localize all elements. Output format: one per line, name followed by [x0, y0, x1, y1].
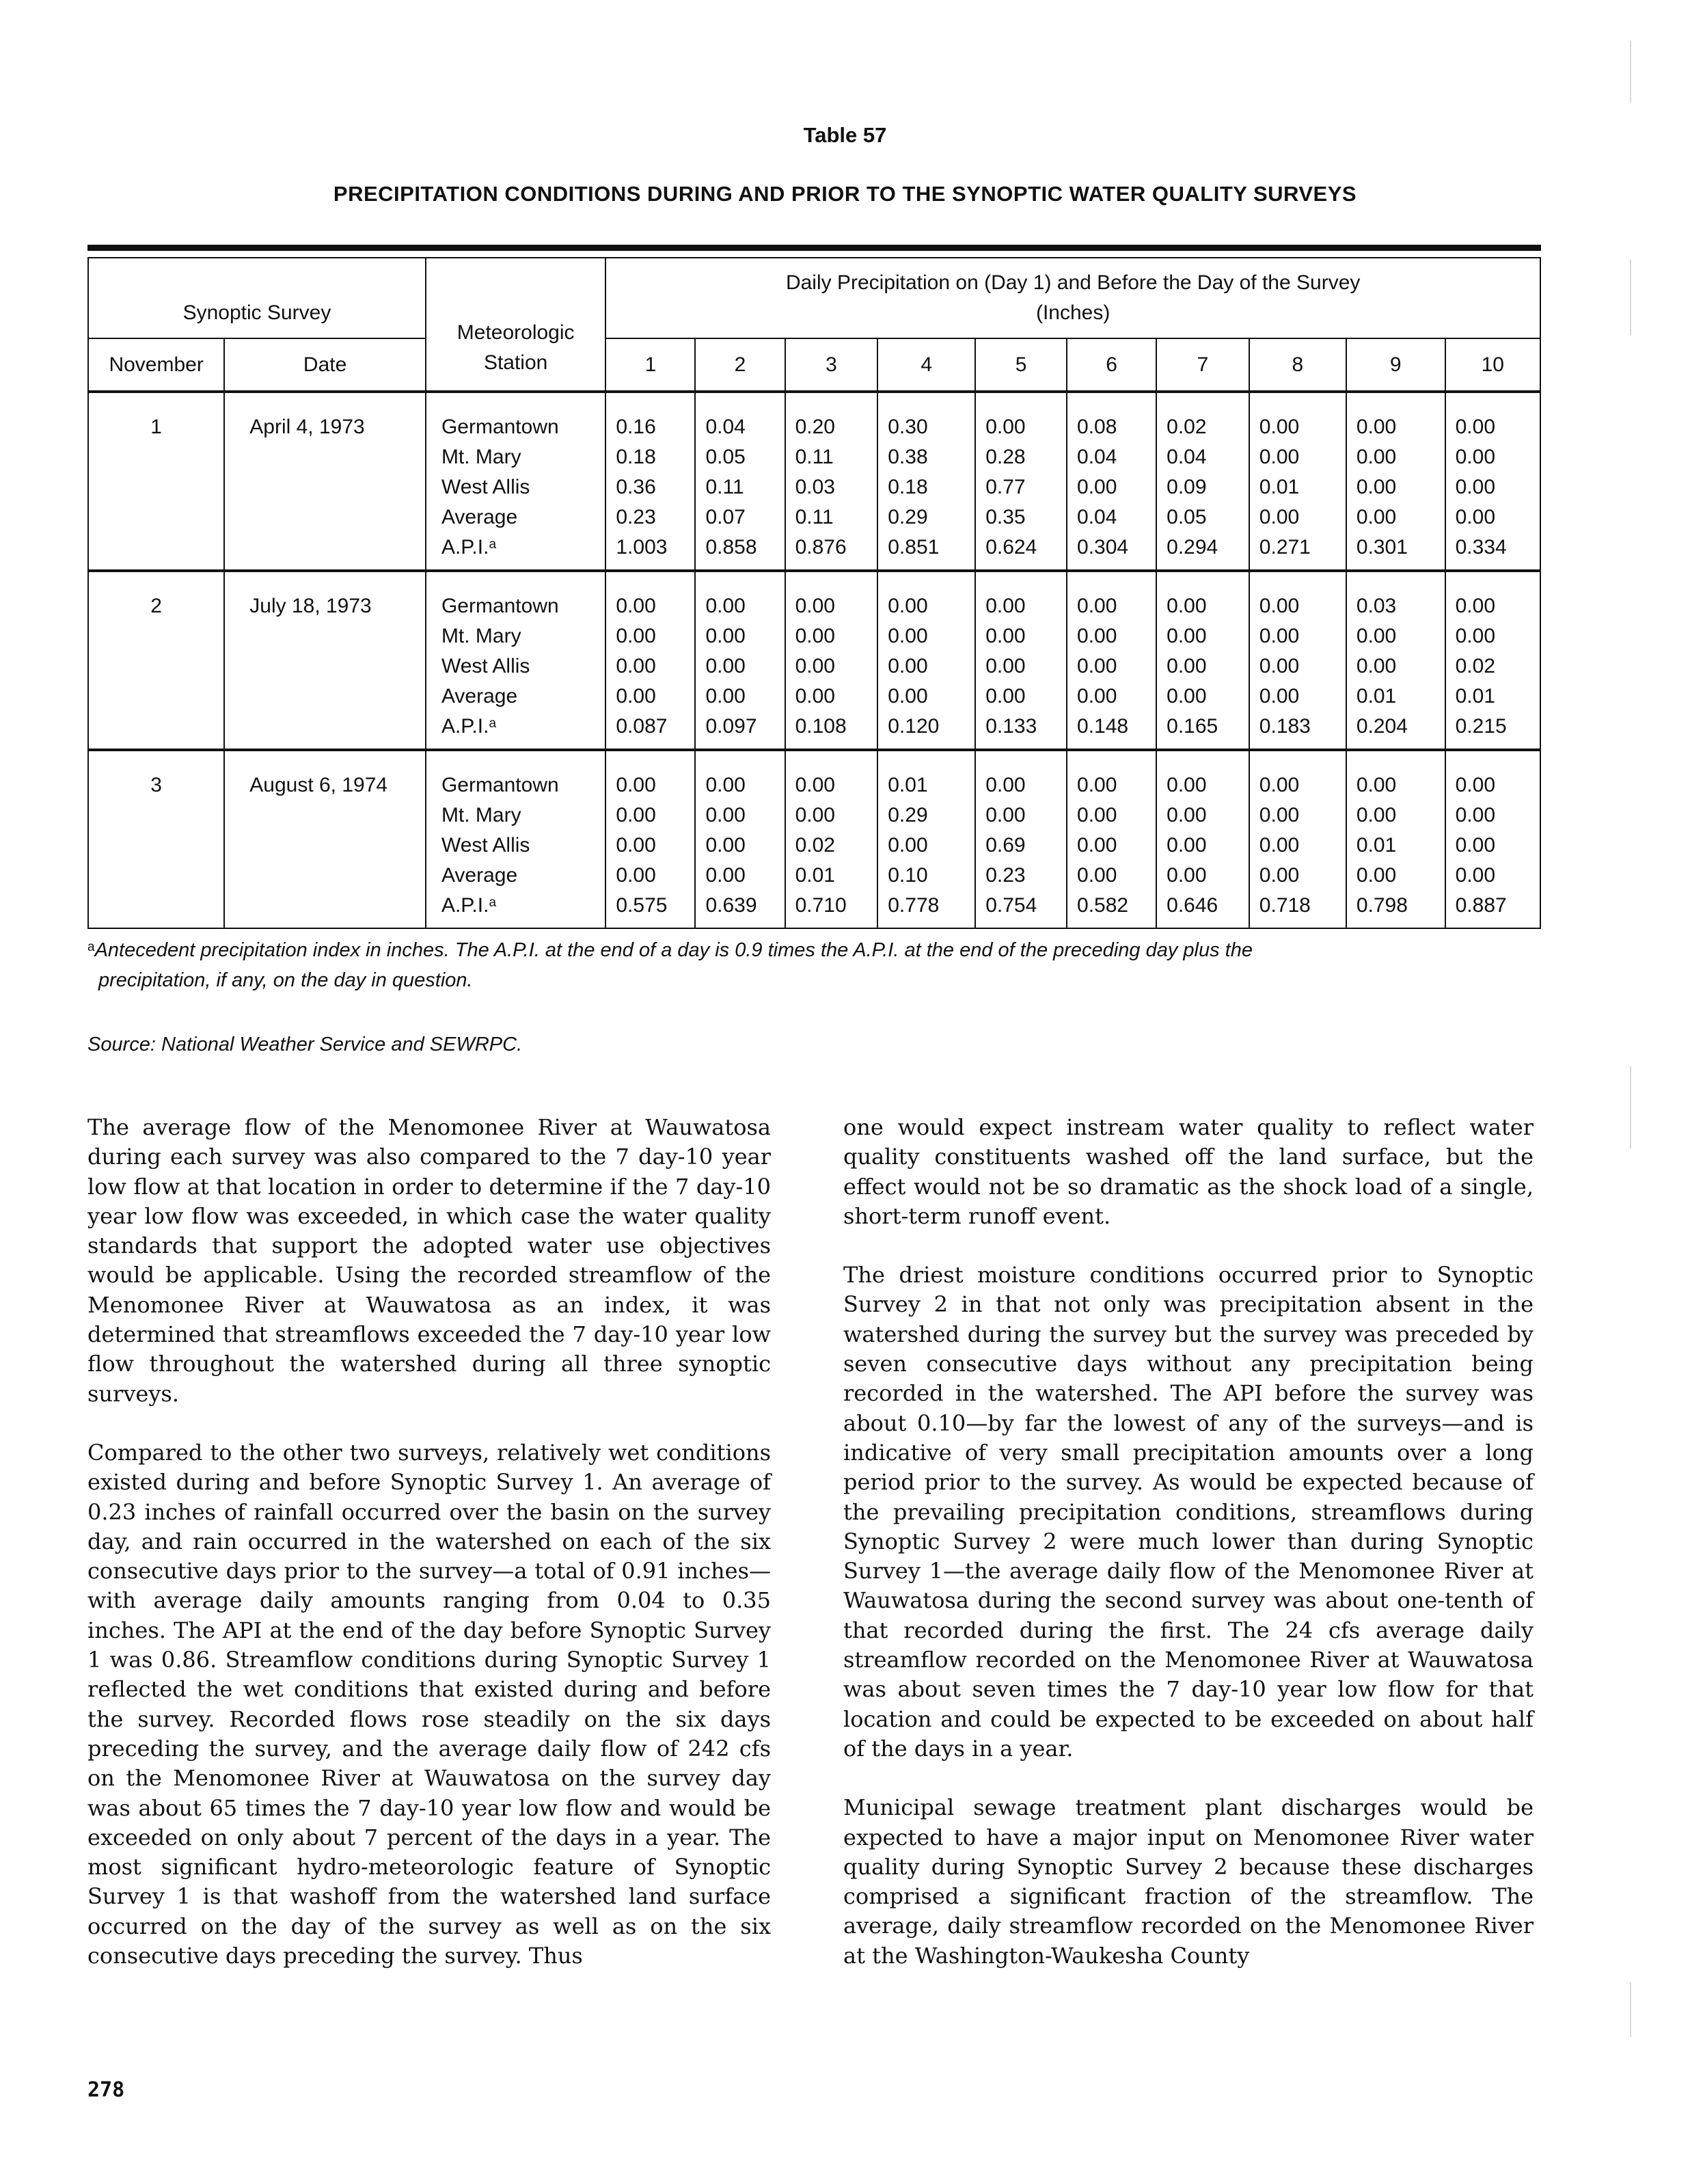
precip-value: 0.00	[616, 804, 656, 826]
survey-group	[88, 571, 1540, 750]
precip-value: 0.00	[1167, 864, 1207, 887]
precip-value: 0.00	[1077, 834, 1117, 857]
precip-value: 0.00	[1455, 476, 1496, 498]
precip-value: 0.120	[888, 715, 940, 738]
precip-value: 0.23	[616, 506, 656, 528]
precip-value: 0.639	[705, 894, 757, 917]
precip-value: 0.00	[1259, 506, 1300, 528]
precip-value: 0.00	[1259, 655, 1300, 677]
precip-value-cell	[975, 750, 1067, 928]
footnote-line-2: precipitation, if any, on the day in question.	[98, 969, 473, 991]
header-meteorologic-station: Meteorologic Station	[426, 258, 605, 392]
precip-value: 0.18	[888, 476, 928, 498]
precip-value: 0.00	[1455, 834, 1496, 857]
precip-value: 0.00	[1356, 416, 1397, 438]
station-cell	[426, 571, 605, 750]
precip-value: 0.01	[795, 864, 835, 887]
precip-value-cell	[877, 571, 975, 750]
precip-value: 0.04	[1077, 446, 1117, 468]
header-day-4: 4	[877, 338, 975, 392]
precip-value: 0.00	[795, 625, 835, 647]
header-daily-precipitation: Daily Precipitation on (Day 1) and Before the Day of the Survey (Inches)	[605, 258, 1540, 338]
precip-value: 0.09	[1167, 476, 1207, 498]
precip-value: 0.00	[985, 774, 1026, 796]
precip-value: 0.03	[1356, 595, 1397, 617]
precip-value: 0.754	[985, 894, 1037, 917]
precip-value-cell	[1067, 571, 1156, 750]
precip-value: 0.00	[1259, 685, 1300, 707]
precip-value: 0.798	[1356, 894, 1408, 917]
header-day-9: 9	[1346, 338, 1445, 392]
precip-value-cell	[975, 571, 1067, 750]
precip-value: 0.28	[985, 446, 1026, 468]
precip-value: 0.11	[795, 506, 834, 528]
precip-value: 0.00	[616, 595, 656, 617]
precip-value-cell	[605, 392, 695, 571]
precip-value: 0.165	[1167, 715, 1218, 738]
precip-value: 0.00	[1167, 685, 1207, 707]
table-row	[88, 571, 1540, 750]
precip-value: 0.00	[888, 834, 928, 857]
table-row	[88, 750, 1540, 928]
precip-value: 0.887	[1455, 894, 1507, 917]
precip-value: 0.00	[1455, 506, 1496, 528]
survey-date-cell: April 4, 1973	[224, 392, 426, 571]
precip-value: 0.00	[705, 864, 746, 887]
precip-value: 0.30	[888, 416, 928, 438]
footnote-line-1: Antecedent precipitation index in inches. The A.P.I. at the end of a day is 0.9 times the A.P.I. at the end of the preceding day plus the	[94, 939, 1253, 961]
precip-value: 0.00	[705, 625, 746, 647]
precip-value: 0.00	[1167, 595, 1207, 617]
table-top-rule	[87, 245, 1541, 251]
precip-value: 0.00	[888, 655, 928, 677]
precip-value: 0.00	[1356, 804, 1397, 826]
precip-value-cell	[785, 750, 878, 928]
precip-value: 0.00	[795, 595, 835, 617]
station-name: West Allis	[441, 834, 530, 857]
station-name: Average	[441, 685, 518, 707]
precip-value: 0.00	[616, 655, 656, 677]
precip-value: 0.35	[985, 506, 1026, 528]
footnote-reference: a	[489, 895, 497, 910]
precip-value-cell	[1067, 750, 1156, 928]
precip-value: 0.03	[795, 476, 835, 498]
precip-value: 0.00	[888, 625, 928, 647]
precip-value-cell	[695, 392, 785, 571]
footnote-mark: a	[87, 940, 95, 954]
table-label: Table 57	[803, 123, 887, 147]
precip-value: 0.00	[705, 655, 746, 677]
precip-value: 0.00	[1259, 625, 1300, 647]
precip-value: 0.00	[705, 595, 746, 617]
precip-value: 0.77	[985, 476, 1026, 498]
station-name: Mt. Mary	[441, 446, 521, 468]
precip-value: 0.00	[1259, 774, 1300, 796]
precip-value: 0.00	[1167, 774, 1207, 796]
precip-value: 0.00	[705, 685, 746, 707]
precip-value-cell	[695, 571, 785, 750]
precip-value: 0.04	[705, 416, 746, 438]
precip-value: 0.00	[985, 625, 1026, 647]
precip-value: 0.294	[1167, 536, 1218, 558]
station-name: A.P.I.$^a$	[441, 536, 497, 558]
precip-value: 0.20	[795, 416, 835, 438]
precip-value: 0.087	[616, 715, 668, 738]
precip-value: 0.00	[985, 685, 1026, 707]
header-day-6: 6	[1067, 338, 1156, 392]
precip-value-cell	[785, 392, 878, 571]
precip-value: 0.00	[1077, 476, 1117, 498]
precip-value: 0.01	[1455, 685, 1496, 707]
precip-value: 0.00	[1077, 774, 1117, 796]
survey-date-cell: July 18, 1973	[224, 571, 426, 750]
precip-value-cell	[785, 571, 878, 750]
station-name: Germantown	[441, 416, 559, 438]
survey-number-cell: 3	[88, 750, 224, 928]
precip-value: 0.00	[1077, 595, 1117, 617]
body-column-left	[87, 1113, 771, 2000]
paragraph: The driest moisture conditions occurred prior to Synoptic Survey 2 in that not only was precipitation absent in the watershed during the survey but the survey was preceded by seven consecutive days without any precipitation being recorded in the watershed. The API before the survey was about 0.10—by far the lowest of any of the surveys—and is indicative of very small precipitation amounts over a long period prior to the survey. As would be expected because of the prevailing precipitation conditions, streamflows during Synoptic Survey 2 were much lower than during Synoptic Survey 1—the average daily flow of the Menomonee River at Wauwatosa during the second survey was about one-tenth of that recorded during the first. The 24 cfs average daily streamflow recorded on the Menomonee River at Wauwatosa was about seven times the 7 day-10 year low flow for that location and could be expected to be exceeded on about half of the days in a year.	[843, 1262, 1534, 1762]
paragraph: Compared to the other two surveys, relatively wet conditions existed during and before Synoptic Survey 1. An average of 0.23 inches of rainfall occurred over the basin on the survey day, and rain occurred in the watershed on each of the six consecutive days prior to the survey—a total of 0.91 inches—with average daily amounts ranging from 0.04 to 0.35 inches. The API at the end of the day before Synoptic Survey 1 was 0.86. Streamflow conditions during Synoptic Survey 1 reflected the wet conditions that existed during and before the survey. Recorded flows rose steadily on the six days preceding the survey, and the average daily flow of 242 cfs on the Menomonee River at Wauwatosa on the survey day was about 65 times the 7 day-10 year low flow and would be exceeded on only about 7 percent of the days in a year. The most significant hydro-meteorologic feature of Synoptic Survey 1 is that washoff from the watershed land surface occurred on the day of the survey as well as on the six consecutive days preceding the survey. Thus	[87, 1439, 771, 1969]
precip-value: 0.38	[888, 446, 928, 468]
header-survey-number: November	[88, 338, 224, 392]
precip-value: 0.301	[1356, 536, 1408, 558]
precip-value: 0.07	[705, 506, 746, 528]
precip-value: 0.183	[1259, 715, 1311, 738]
precip-value: 0.02	[795, 834, 835, 857]
precip-value: 0.204	[1356, 715, 1408, 738]
precip-value: 0.00	[1167, 655, 1207, 677]
precip-value: 0.00	[1167, 804, 1207, 826]
precip-value: 0.00	[1356, 446, 1397, 468]
precip-value: 0.01	[888, 774, 928, 796]
scan-margin-mark	[1630, 1066, 1631, 1148]
precip-value: 0.778	[888, 894, 940, 917]
paragraph: The average flow of the Menomonee River at Wauwatosa during each survey was also compared to the 7 day-10 year low flow at that location in order to determine if the 7 day-10 year low flow was exceeded, in which case the water quality standards that support the adopted water use objectives would be applicable. Using the recorded streamflow of the Menomonee River at Wauwatosa as an index, it was determined that streamflows exceeded the 7 day-10 year low flow throughout the watershed during all three synoptic surveys.	[87, 1114, 771, 1407]
station-name: A.P.I.$^a$	[441, 894, 497, 917]
scan-margin-mark	[1630, 1982, 1631, 2037]
precip-value: 0.00	[1167, 625, 1207, 647]
precip-value-cell	[1346, 392, 1445, 571]
precip-value: 0.05	[1167, 506, 1207, 528]
precip-value-cell	[1156, 750, 1249, 928]
precip-value: 0.00	[1259, 446, 1300, 468]
precip-value: 0.00	[1167, 834, 1207, 857]
footnote-reference: a	[489, 716, 497, 731]
header-day-10: 10	[1445, 338, 1540, 392]
scan-margin-mark	[1630, 260, 1631, 335]
precip-value: 0.00	[1259, 595, 1300, 617]
precip-value: 0.876	[795, 536, 847, 558]
footnote-reference: a	[489, 537, 497, 552]
precip-value: 0.108	[795, 715, 847, 738]
station-name: Germantown	[441, 595, 559, 617]
precip-value: 0.00	[1455, 774, 1496, 796]
precip-value: 0.01	[1356, 834, 1397, 857]
precip-value: 0.00	[705, 834, 746, 857]
precip-value: 0.23	[985, 864, 1026, 887]
precip-value-cell	[1156, 571, 1249, 750]
precip-value: 0.02	[1455, 655, 1496, 677]
precip-value: 0.00	[616, 834, 656, 857]
precip-value: 0.00	[1455, 864, 1496, 887]
station-name: A.P.I.$^a$	[441, 715, 497, 738]
survey-group	[88, 750, 1540, 928]
table-footnote	[87, 935, 1541, 995]
precip-value: 0.575	[616, 894, 668, 917]
precip-value-cell	[1067, 392, 1156, 571]
precip-value: 0.00	[888, 685, 928, 707]
precip-value-cell	[1445, 571, 1540, 750]
precip-value: 0.00	[795, 804, 835, 826]
precip-value-cell	[1249, 750, 1346, 928]
precip-value-cell	[1346, 750, 1445, 928]
header-day-2: 2	[695, 338, 785, 392]
precip-value: 0.00	[1455, 804, 1496, 826]
precip-value: 0.00	[1077, 655, 1117, 677]
precip-value-cell	[1156, 392, 1249, 571]
precip-value: 0.00	[1455, 595, 1496, 617]
header-day-5: 5	[975, 338, 1067, 392]
precip-value: 0.148	[1077, 715, 1129, 738]
precip-value-cell	[605, 750, 695, 928]
precip-value-cell	[1445, 750, 1540, 928]
table-title: PRECIPITATION CONDITIONS DURING AND PRIOR TO THE SYNOPTIC WATER QUALITY SURVEYS	[333, 182, 1357, 206]
table-row	[88, 392, 1540, 571]
precip-value: 0.10	[888, 864, 928, 887]
precip-value: 0.00	[616, 774, 656, 796]
precip-value: 0.00	[1455, 416, 1496, 438]
precip-value-cell	[695, 750, 785, 928]
precip-value: 0.36	[616, 476, 656, 498]
precip-value: 0.00	[985, 595, 1026, 617]
scan-margin-mark	[1630, 41, 1631, 103]
precip-value-cell	[1445, 392, 1540, 571]
precip-value: 0.04	[1167, 446, 1207, 468]
precip-value: 0.710	[795, 894, 847, 917]
precip-value: 0.01	[1259, 476, 1300, 498]
station-name: Average	[441, 864, 518, 887]
precip-value: 0.582	[1077, 894, 1129, 917]
station-cell	[426, 392, 605, 571]
precip-value: 0.00	[985, 655, 1026, 677]
precip-value: 0.00	[705, 774, 746, 796]
precip-value: 0.851	[888, 536, 940, 558]
precip-value: 0.18	[616, 446, 656, 468]
survey-number-cell: 2	[88, 571, 224, 750]
precip-value: 0.00	[1356, 506, 1397, 528]
precip-value: 0.718	[1259, 894, 1311, 917]
precip-value: 0.00	[1077, 804, 1117, 826]
precip-value: 0.00	[1356, 774, 1397, 796]
precip-value: 0.00	[795, 774, 835, 796]
precip-value-cell	[1249, 571, 1346, 750]
precip-value: 0.646	[1167, 894, 1218, 917]
precip-value-cell	[877, 750, 975, 928]
page-number: 278	[87, 2078, 125, 2102]
precip-value: 0.334	[1455, 536, 1507, 558]
survey-number-cell: 1	[88, 392, 224, 571]
header-day-3: 3	[785, 338, 878, 392]
precip-value: 0.69	[985, 834, 1026, 857]
precip-value: 0.00	[1356, 864, 1397, 887]
precip-value: 0.00	[985, 804, 1026, 826]
precip-value-cell	[1249, 392, 1346, 571]
paragraph: one would expect instream water quality to reflect water quality constituents washed off the land surface, but the effect would not be so dramatic as the shock load of a single, short-term runoff event.	[843, 1114, 1534, 1229]
precip-value: 0.00	[1356, 625, 1397, 647]
precip-value-cell	[877, 392, 975, 571]
precip-value: 0.00	[985, 416, 1026, 438]
precip-value-cell	[975, 392, 1067, 571]
precip-value: 0.00	[1077, 625, 1117, 647]
precip-value: 0.29	[888, 506, 928, 528]
precip-value: 0.304	[1077, 536, 1129, 558]
precip-value: 0.11	[795, 446, 834, 468]
precip-value: 0.02	[1167, 416, 1207, 438]
precip-value: 0.00	[616, 625, 656, 647]
station-name: Average	[441, 506, 518, 528]
station-name: Mt. Mary	[441, 804, 521, 826]
survey-group	[88, 392, 1540, 571]
station-name: West Allis	[441, 655, 530, 677]
station-name: Germantown	[441, 774, 559, 796]
table-source: Source: National Weather Service and SEWRPC.	[87, 1034, 523, 1055]
precip-value: 0.00	[616, 864, 656, 887]
precip-value-cell	[605, 571, 695, 750]
header-day-1: 1	[605, 338, 695, 392]
precip-value: 0.05	[705, 446, 746, 468]
station-name: West Allis	[441, 476, 530, 498]
precip-value: 0.08	[1077, 416, 1117, 438]
paragraph: Municipal sewage treatment plant discharges would be expected to have a major input on Menomonee River water quality during Synoptic Survey 2 because these discharges comprised a significant fraction of the streamflow. The average, daily streamflow recorded on the Menomonee River at the Washington-Waukesha County	[843, 1794, 1534, 1969]
header-day-8: 8	[1249, 338, 1346, 392]
precip-value: 0.00	[1356, 655, 1397, 677]
precip-value: 0.00	[1077, 685, 1117, 707]
precip-value: 0.133	[985, 715, 1037, 738]
precip-value-cell	[1346, 571, 1445, 750]
precipitation-table	[87, 257, 1541, 929]
precip-value: 0.00	[705, 804, 746, 826]
header-day-7: 7	[1156, 338, 1249, 392]
precip-value: 0.271	[1259, 536, 1311, 558]
precip-value: 0.00	[1455, 625, 1496, 647]
precip-value: 0.04	[1077, 506, 1117, 528]
precip-value: 0.00	[1259, 416, 1300, 438]
precip-value: 0.00	[888, 595, 928, 617]
precip-value: 0.16	[616, 416, 656, 438]
precip-value: 0.00	[1077, 864, 1117, 887]
precip-value: 0.00	[1455, 446, 1496, 468]
precip-value: 0.29	[888, 804, 928, 826]
header-date: Date	[224, 338, 426, 392]
header-synoptic-survey: Synoptic Survey	[88, 258, 426, 338]
precip-value: 0.097	[705, 715, 757, 738]
precip-value: 0.00	[795, 685, 835, 707]
precip-value: 0.00	[616, 685, 656, 707]
precip-value: 0.00	[1259, 864, 1300, 887]
precip-value: 0.858	[705, 536, 757, 558]
precip-value: 0.00	[1259, 834, 1300, 857]
station-name: Mt. Mary	[441, 625, 521, 647]
precip-value: 0.01	[1356, 685, 1397, 707]
station-cell	[426, 750, 605, 928]
precip-value: 0.00	[1356, 476, 1397, 498]
precip-value: 1.003	[616, 536, 668, 558]
body-column-right	[843, 1113, 1534, 2000]
survey-date-cell: August 6, 1974	[224, 750, 426, 928]
precip-value: 0.00	[795, 655, 835, 677]
precip-value: 0.624	[985, 536, 1037, 558]
precip-value: 0.00	[1259, 804, 1300, 826]
precip-value: 0.215	[1455, 715, 1507, 738]
precip-value: 0.11	[705, 476, 744, 498]
